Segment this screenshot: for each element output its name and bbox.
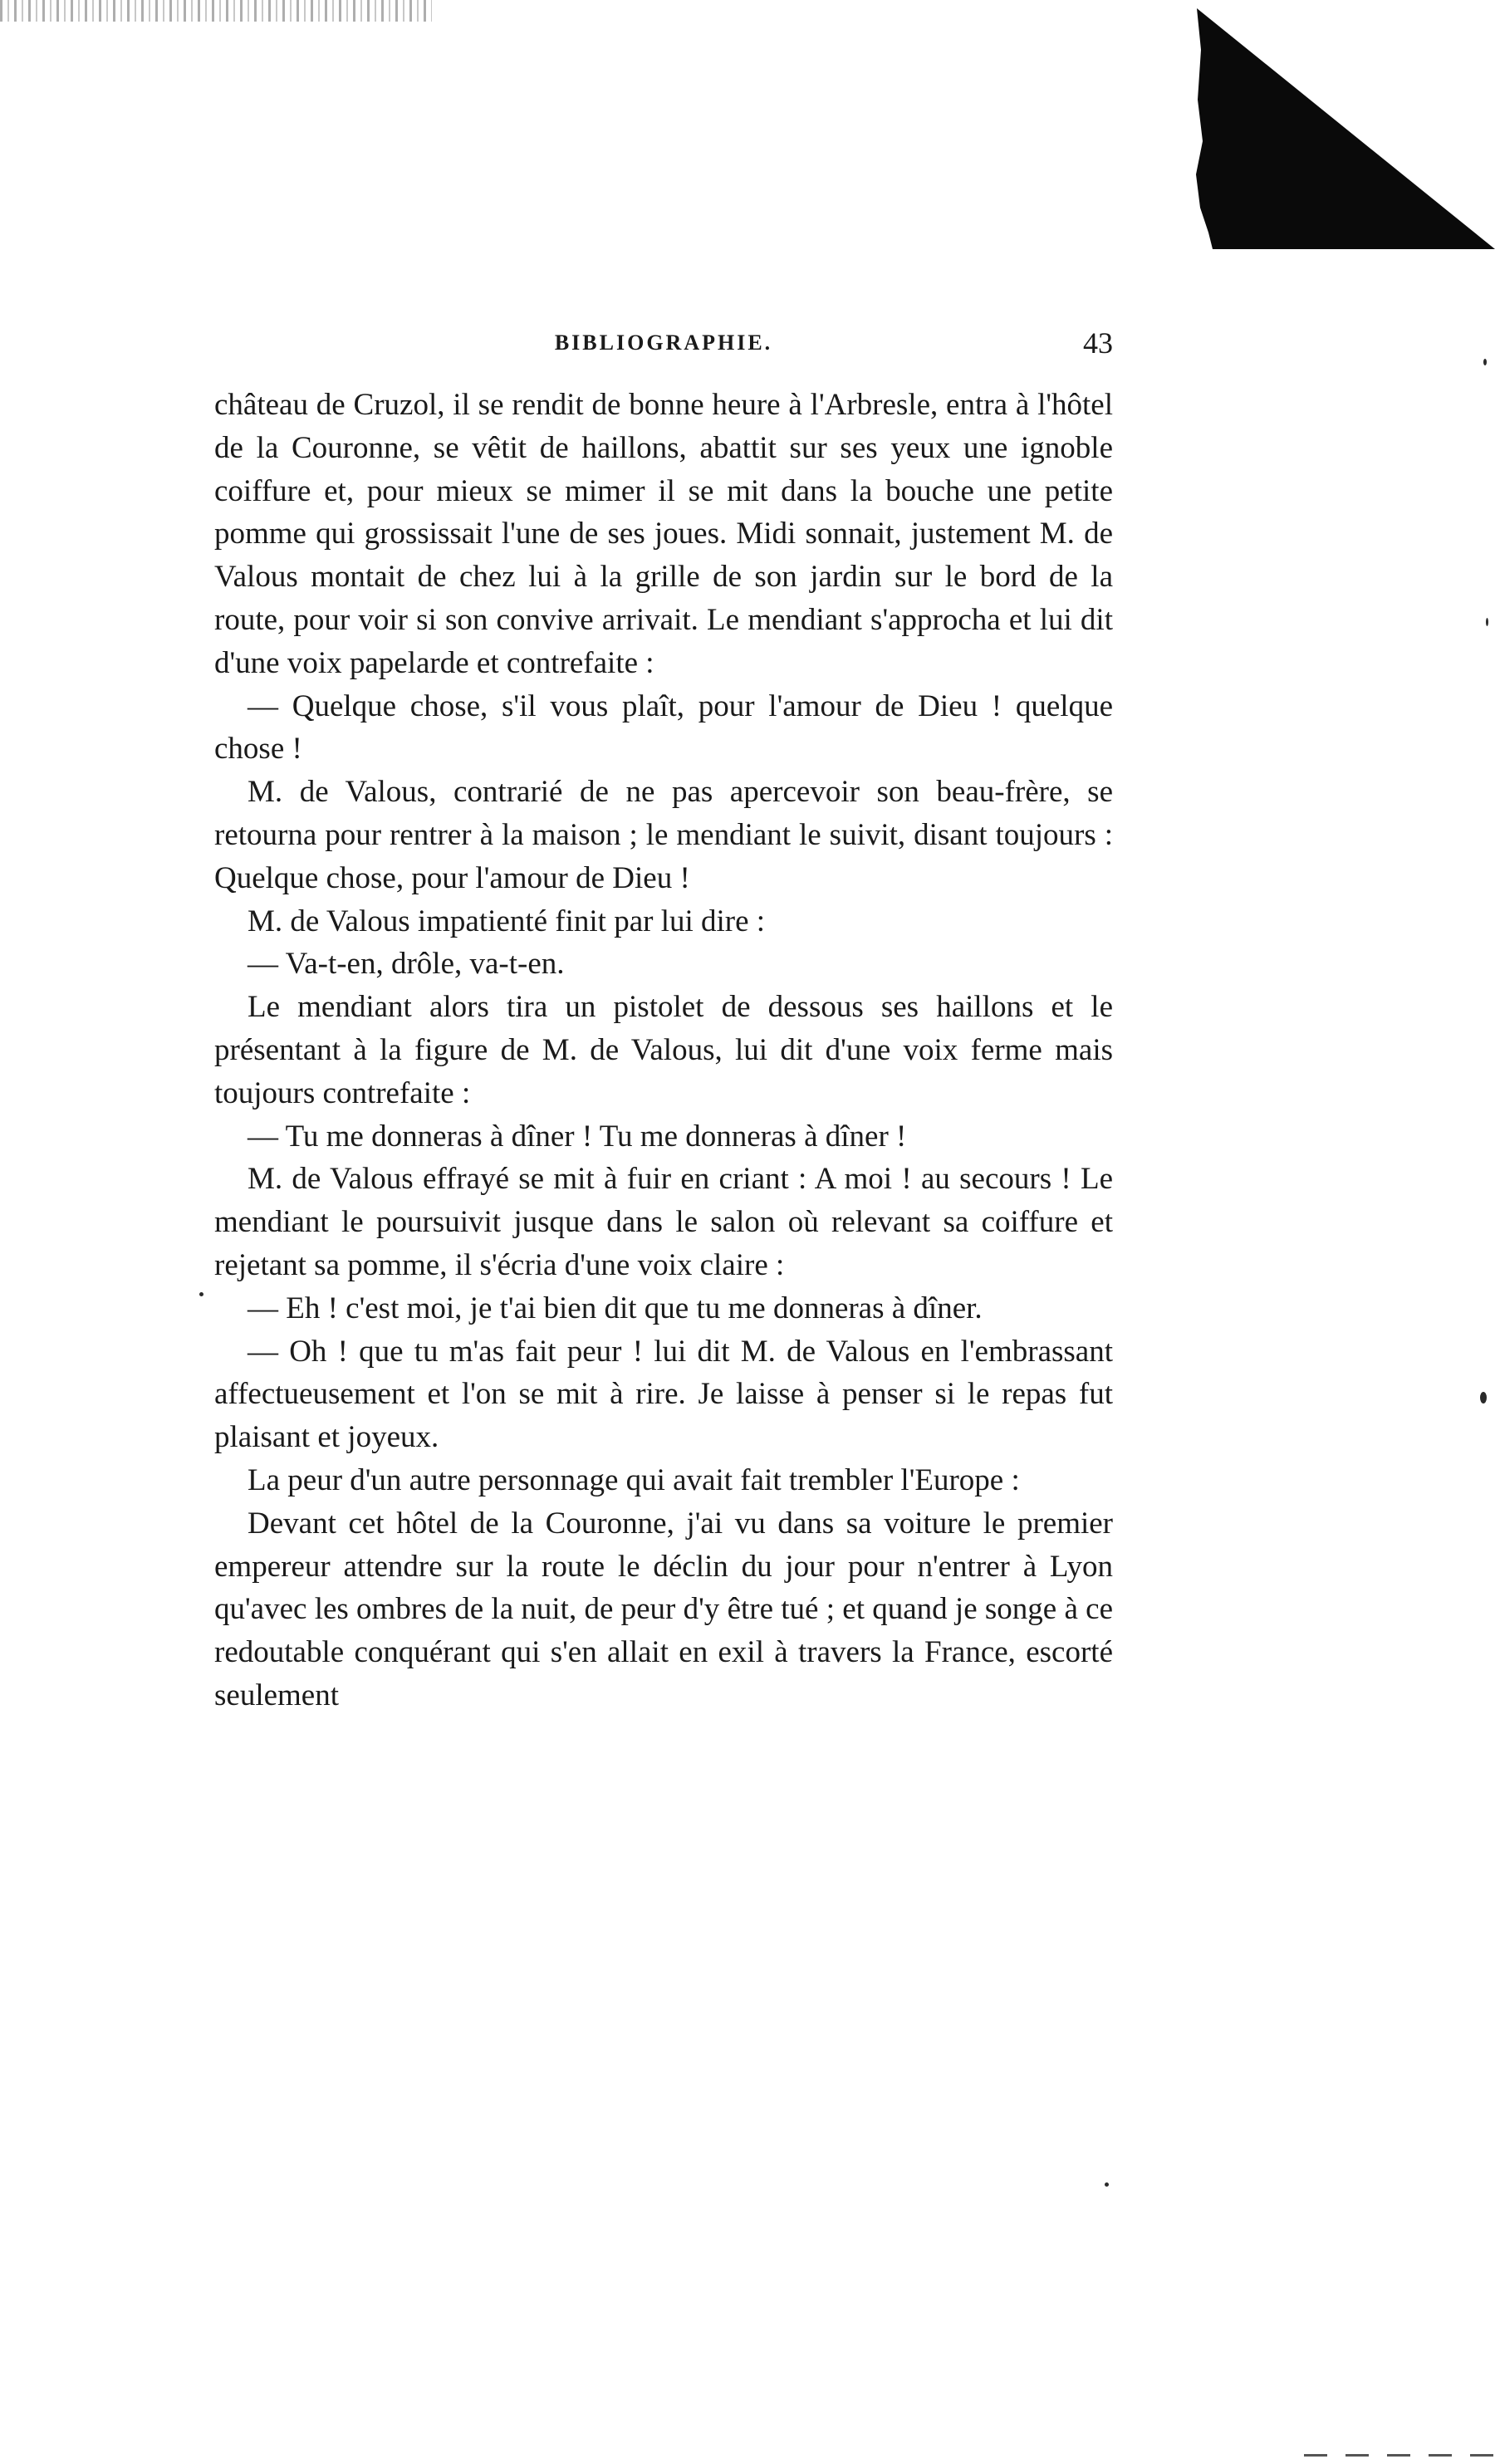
paragraph: M. de Valous, contrarié de ne pas apercevoir son beau-frère, se retourna pour rentrer à la maison ; le mendiant le suivit, disant toujours : Quelque chose, pour l'amour de Dieu ! bbox=[214, 775, 1113, 895]
paragraph: — Va-t-en, drôle, va-t-en. bbox=[248, 947, 565, 982]
paragraph: — Tu me donneras à dîner ! Tu me donneras à dîner ! bbox=[248, 1119, 907, 1154]
scan-speck bbox=[1486, 618, 1488, 626]
scan-edge-noise bbox=[0, 0, 432, 22]
page-number: 43 bbox=[1083, 326, 1113, 360]
body-text bbox=[214, 384, 1113, 1717]
paragraph: — Eh ! c'est moi, je t'ai bien dit que tu me donneras à dîner. bbox=[248, 1291, 983, 1325]
scan-speck bbox=[199, 1292, 203, 1296]
scan-bottom-marks bbox=[1304, 2454, 1495, 2457]
paragraph: M. de Valous impatienté finit par lui dire : bbox=[248, 904, 766, 938]
paragraph: Le mendiant alors tira un pistolet de dessous ses haillons et le présentant à la figure de M. de Valous, lui dit d'une voix ferme mais toujours contrefaite : bbox=[214, 990, 1113, 1110]
torn-corner-shape bbox=[1196, 0, 1495, 257]
running-head bbox=[214, 326, 1113, 367]
scan-speck bbox=[1105, 2182, 1109, 2187]
paragraph: — Oh ! que tu m'as fait peur ! lui dit M. de Valous en l'embrassant affectueusement et l'on se mit à rire. Je laisse à penser si le repas fut plaisant et joyeux. bbox=[214, 1334, 1113, 1455]
paragraph: Devant cet hôtel de la Couronne, j'ai vu dans sa voiture le premier empereur attendre sur la route le déclin du jour pour n'entrer à Lyon qu'avec les ombres de la nuit, de peur d'y être tué ; et quand je songe à ce redoutable conquérant qui s'en allait en exil à travers la France, escorté seulement bbox=[214, 1506, 1113, 1712]
scan-speck bbox=[1483, 359, 1487, 365]
paragraph: M. de Valous effrayé se mit à fuir en criant : A moi ! au secours ! Le mendiant le poursuivit jusque dans le salon où relevant sa coiffure et rejetant sa pomme, il s'écria d'une voix claire : bbox=[214, 1162, 1113, 1282]
header-title: BIBLIOGRAPHIE. bbox=[554, 331, 773, 355]
paragraph: château de Cruzol, il se rendit de bonne heure à l'Arbresle, entra à l'hôtel de la Couronne, se vêtit de haillons, abattit sur ses yeux une ignoble coiffure et, pour mieux se mimer il se mit dans la bouche une petite pomme qui grossissait l'une de ses joues. Midi sonnait, justement M. de Valous montait de chez lui à la grille de son jardin sur le bord de la route, pour voir si son convive arrivait. Le mendiant s'approcha et lui dit d'une voix papelarde et contrefaite : bbox=[214, 388, 1113, 680]
paragraph: La peur d'un autre personnage qui avait fait trembler l'Europe : bbox=[248, 1462, 1020, 1497]
scan-speck bbox=[1480, 1392, 1487, 1403]
paragraph: — Quelque chose, s'il vous plaît, pour l'amour de Dieu ! quelque chose ! bbox=[214, 688, 1113, 767]
